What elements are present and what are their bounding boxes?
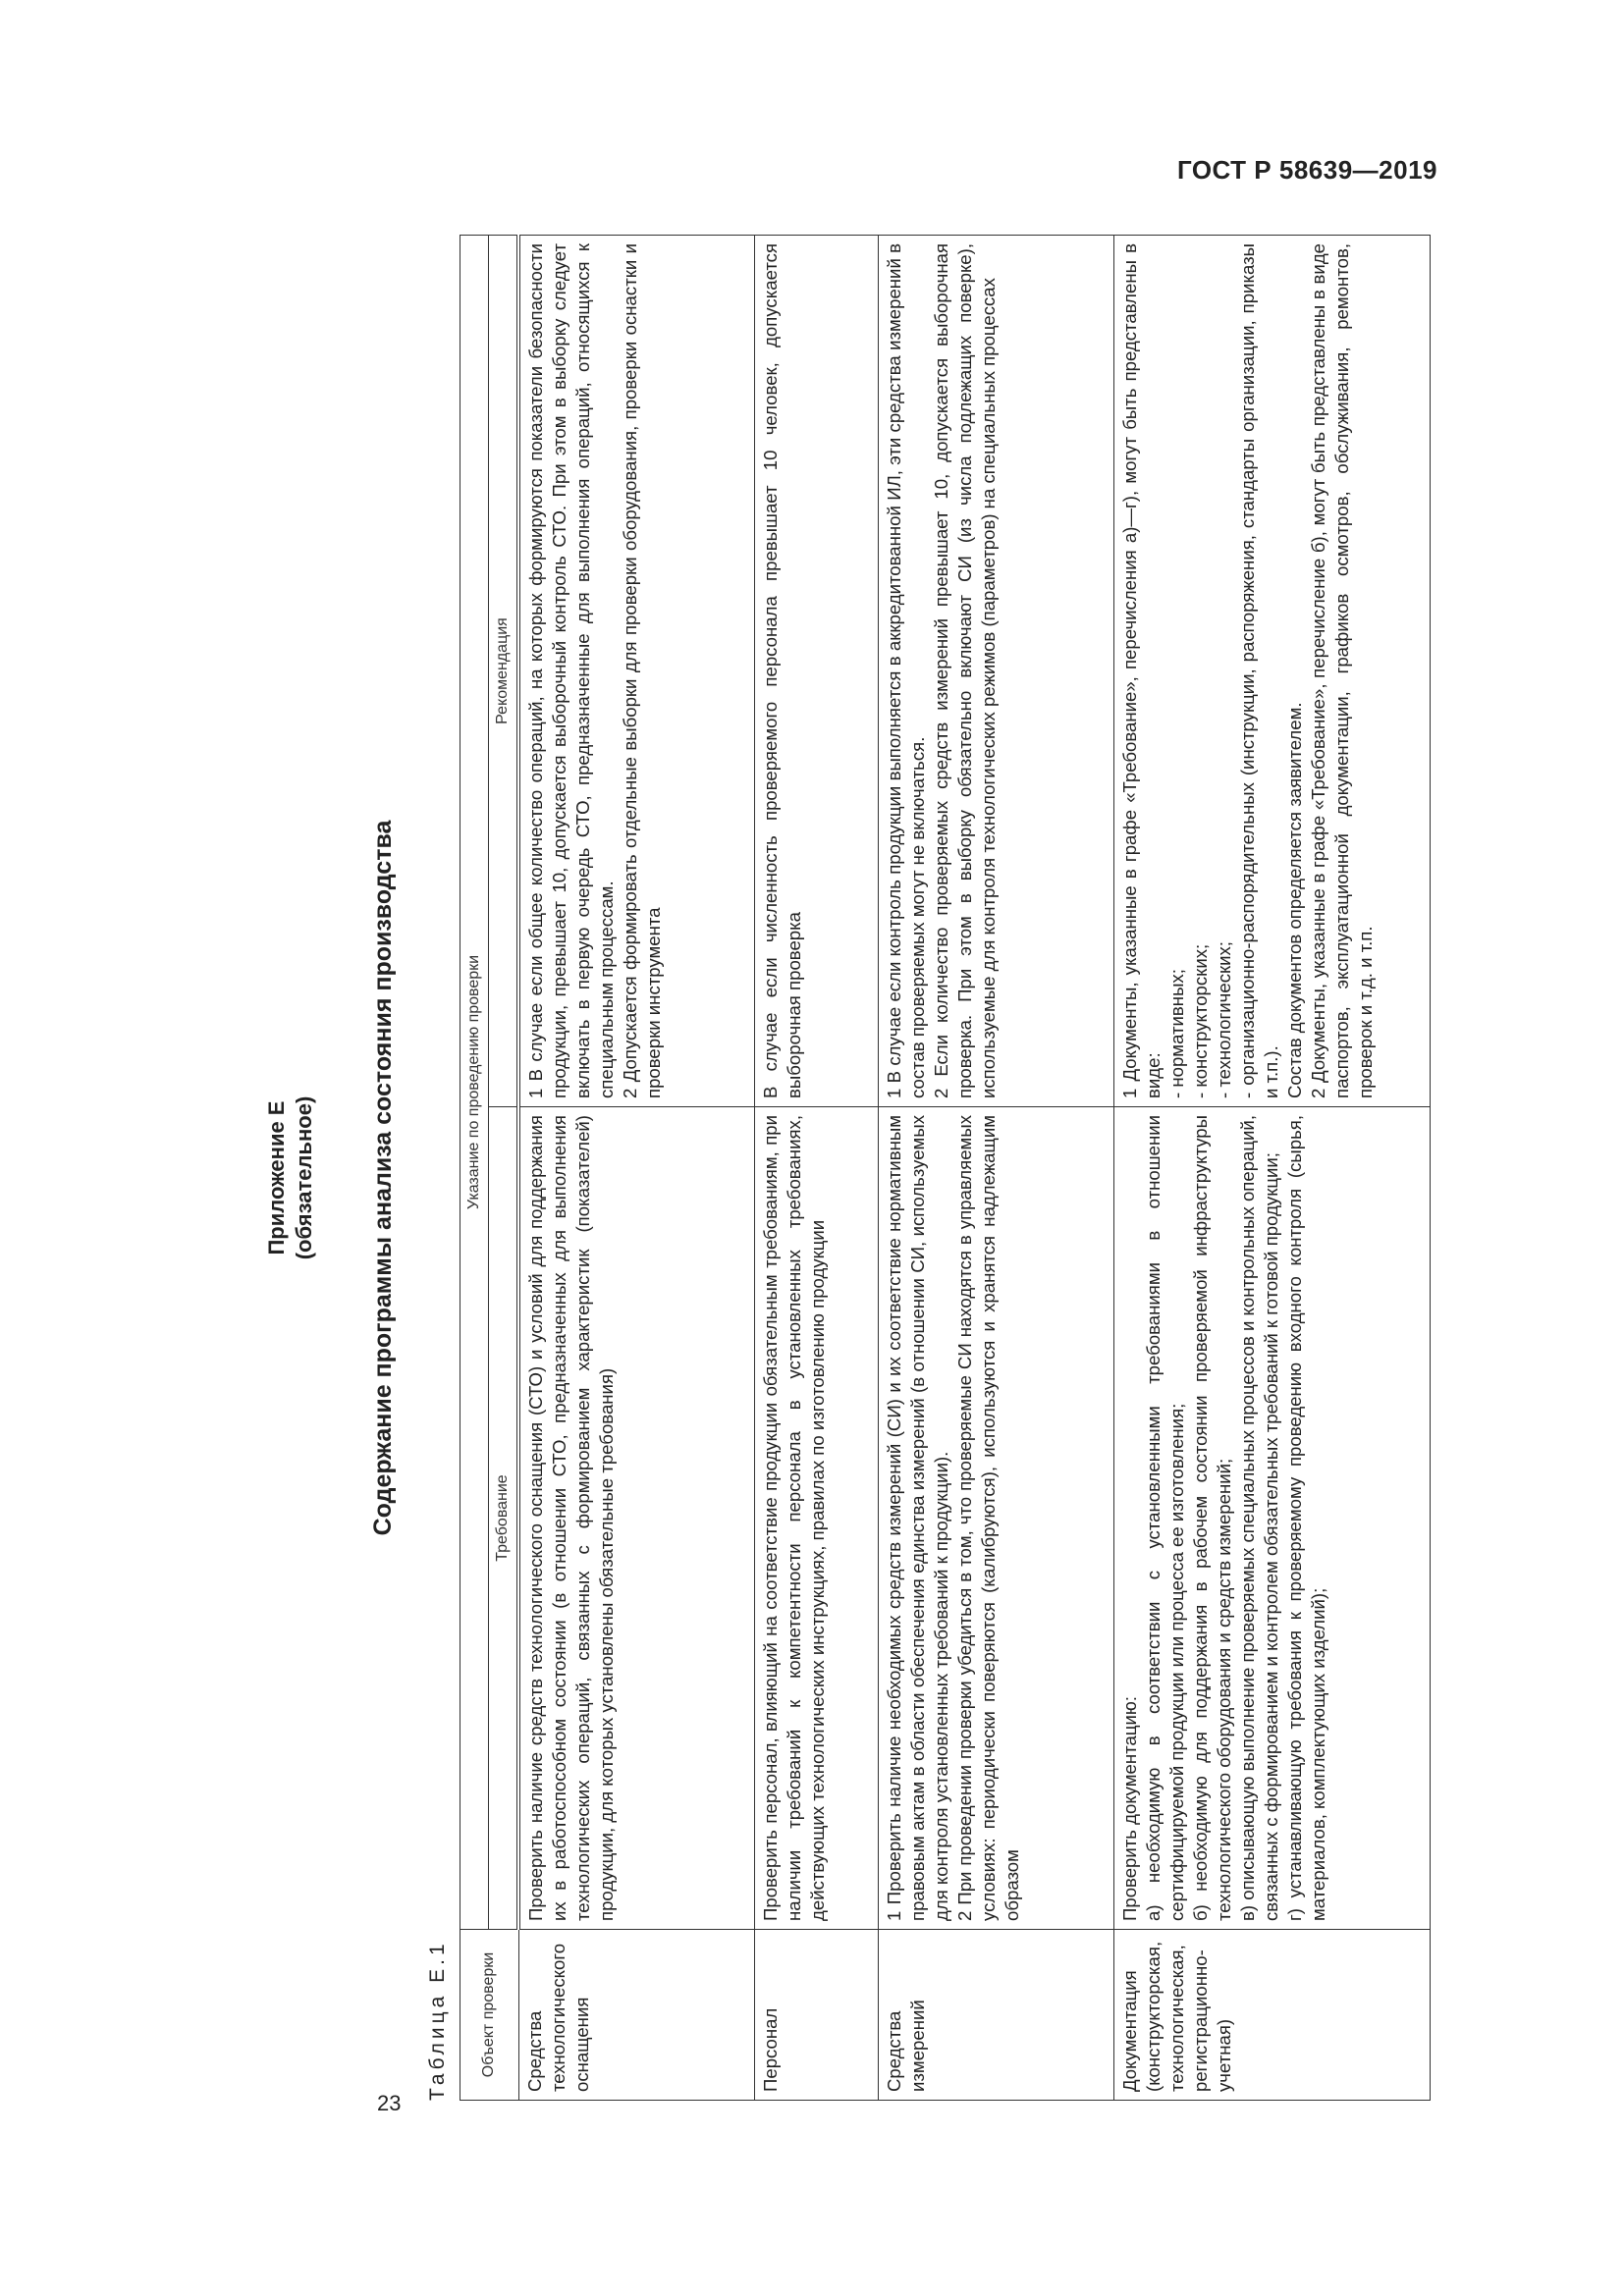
table-label: Таблица Е.1 — [426, 1940, 449, 2101]
requirement-line: Проверить документацию: — [1118, 1696, 1140, 1921]
recommendation-line: 2 Документы, указанные в графе «Требование», перечисление б), могут быть представлены в виде паспортов, эксплуатационной документации, графиков осмотров, обслуживания, ремонтов, проверок и т.д. и т.п. — [1307, 242, 1376, 1098]
recommendation-line: 1 В случае если контроль продукции выполняется в аккредитованной ИЛ, эти средства измерений в состав проверяемых могут не включаться. — [883, 242, 928, 1098]
requirement-line: б) необходимую для поддержания в рабочем состоянии проверяемой инфраструктуры технологического оборудования и средств измерений; — [1189, 1115, 1234, 1921]
header-object: Объект проверки — [460, 1930, 519, 2101]
table-row — [518, 235, 754, 2100]
recommendation-line: - нормативных; — [1165, 969, 1187, 1098]
recommendation-line: В случае если численность проверяемого персонала превышает 10 человек, допускается выборочная проверка — [759, 242, 804, 1098]
inspection-table — [460, 235, 1431, 2101]
row-object: Средства технологического оснащения — [518, 1930, 754, 2101]
annex-title: Приложение Е — [264, 1100, 289, 1255]
row-recommendation — [878, 235, 1113, 1106]
row-requirement: Проверить персонал, влияющий на соответствие продукции обязательным требованиям, при наличии требований к компетентности персонала в установленных требованиях, действующих технологических инструкциях, правилах по изготовлению продукции — [754, 1107, 878, 1930]
requirement-line: г) устанавливающую требования к проверяемому проведению входного контроля (сырья, материалов, комплектующих изделий); — [1283, 1115, 1328, 1921]
row-requirement — [1113, 1107, 1430, 1930]
table-row — [878, 235, 1113, 2100]
header-requirement: Требование — [489, 1107, 519, 1930]
rotated-content — [263, 216, 1451, 2140]
requirement-line: 2 При проведении проверки убедиться в том, что проверяемые СИ находятся в управляемых условиях: периодически поверяются (калибруются), используются и хранятся надлежащим образом — [953, 1115, 1022, 1921]
row-requirement: Проверить наличие средств технологического оснащения (СТО) и условий для поддержания их в работоспособном состоянии (в отношении СТО, предназначенных для выполнения технологических операций, связанных с формированием характеристик (показателей) продукции, для которых установлены обязательные требования) — [518, 1107, 754, 1930]
annex-subtitle: (обязательное) — [292, 1095, 316, 1260]
annex-heading — [263, 216, 318, 2140]
table-row — [754, 235, 878, 2100]
recommendation-line: - конструкторских; — [1189, 943, 1211, 1098]
recommendation-line: Состав документов определяется заявителем. — [1283, 702, 1305, 1098]
recommendation-line: 2 Допускается формировать отдельные выборки для проверки оборудования, проверки оснастки и проверки инструмента — [620, 242, 664, 1098]
header-recommendation: Рекомендация — [489, 235, 519, 1106]
recommendation-line: 1 Документы, указанные в графе «Требование», перечисления а)—г), могут быть представлены в виде: — [1118, 242, 1164, 1098]
document-title: Содержание программы анализа состояния производства — [369, 820, 397, 1536]
requirement-line: а) необходимую в соответствии с установленными требованиями в отношении сертифицируемой продукции или процесса ее изготовления; — [1142, 1115, 1187, 1921]
requirement-line: в) описывающую выполнение проверяемых специальных процессов и контрольных операций, связанных с формированием и контролем обязательных требований к готовой продукции; — [1236, 1115, 1281, 1921]
recommendation-line: 1 В случае если общее количество операций, на которых формируются показатели безопасности продукции, превышает 10, допускается выборочный контроль СТО. При этом в выборку следует включать в первую очередь СТО, предназначенные для выполнения операций, относящихся к специальным процессам. — [525, 242, 617, 1098]
standard-number: ГОСТ Р 58639—2019 — [1176, 155, 1437, 185]
recommendation-line: - организационно-распорядительных (инструкции, распоряжения, стандарты организации, приказы и т.п.). — [1236, 242, 1281, 1098]
recommendation-line: 2 Если количество проверяемых средств измерений превышает 10, допускается выборочная проверка. При этом в выборку обязательно включают СИ (из числа подлежащих поверке), используемые для контроля технологических режимов (параметров) на специальных процессах — [930, 242, 999, 1098]
row-recommendation — [518, 235, 754, 1106]
row-recommendation — [1113, 235, 1430, 1106]
requirement-line: 1 Проверить наличие необходимых средств измерений (СИ) и их соответствие нормативным правовым актам в области обеспечения единства измерений (в отношении СИ, используемых для контроля установленных требований к продукции). — [883, 1115, 951, 1921]
row-requirement — [878, 1107, 1113, 1930]
row-object: Средства измерений — [878, 1930, 1113, 2101]
row-recommendation — [754, 235, 878, 1106]
recommendation-line: - технологических; — [1213, 941, 1234, 1098]
table-row — [1113, 235, 1430, 2100]
page-number: 23 — [377, 2091, 402, 2115]
row-object: Персонал — [754, 1930, 878, 2101]
row-object: Документация (конструкторская, технологическая, регистрационно-учетная) — [1113, 1930, 1430, 2101]
header-group: Указание по проведению проверки — [460, 235, 489, 1929]
